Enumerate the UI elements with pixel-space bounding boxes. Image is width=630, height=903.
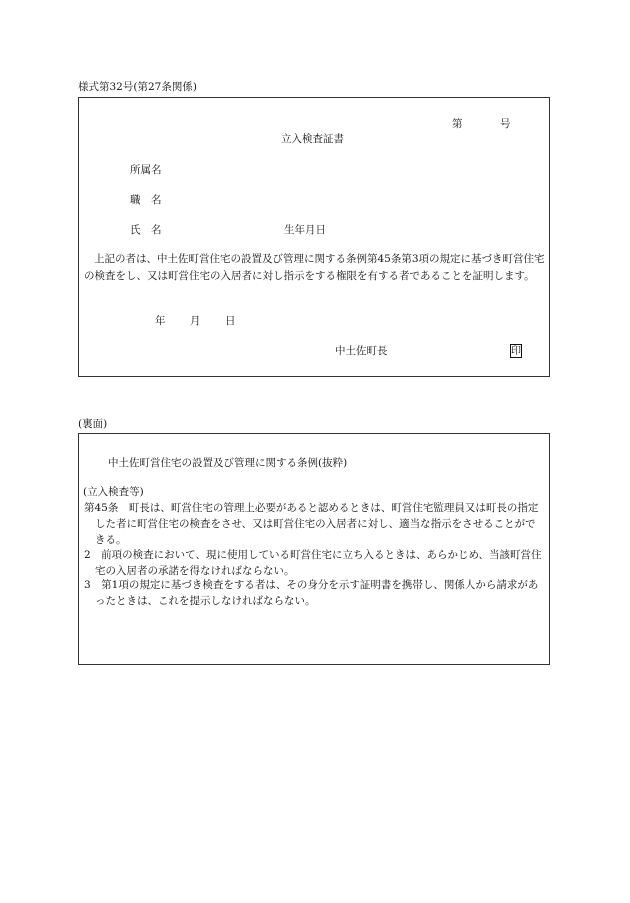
date-day-label: 日 — [225, 315, 236, 327]
section-heading-inspection: (立入検査等) — [83, 486, 144, 498]
ordinance-excerpt-title: 中土佐町営住宅の設置及び管理に関する条例(抜粋) — [108, 457, 348, 469]
date-year-label: 年 — [155, 315, 166, 327]
field-name-label: 氏 名 — [130, 224, 162, 236]
date-month-label: 月 — [190, 315, 201, 327]
certificate-title: 立入検査証書 — [281, 133, 344, 145]
form-number-label: 様式第32号(第27条関係) — [78, 81, 197, 93]
certification-statement: 上記の者は、中土佐町営住宅の設置及び管理に関する条例第45条第3項の規定に基づき町営住宅の検査をし、又は町営住宅の入居者に対し指示をする権限を有する者であることを証明します。 — [84, 253, 545, 282]
seal-mark: 印 — [511, 346, 521, 357]
reverse-side-label: (裏面) — [78, 418, 108, 430]
certificate-number-suffix: 号 — [500, 118, 511, 130]
certificate-number-prefix: 第 — [452, 118, 463, 130]
issuer-name: 中土佐町長 — [335, 345, 388, 357]
field-affiliation-label: 所属名 — [130, 164, 162, 176]
paragraph-2-text: 2 前項の検査において、現に使用している町営住宅に立ち入るときは、あらかじめ、当該町営住宅の入居者の承諾を得なければならない。 — [84, 549, 542, 577]
article-45-text: 第45条 町長は、町営住宅の管理上必要があると認めるときは、町営住宅監理員又は町長の指定した者に町営住宅の検査をさせ、又は町営住宅の入居者に対し、適当な指示をさせることができる。 — [84, 502, 539, 546]
field-position-label: 職 名 — [130, 194, 162, 206]
field-birthdate-label: 生年月日 — [284, 224, 326, 236]
paragraph-3-text: 3 第1項の規定に基づき検査をする者は、その身分を示す証明書を携帯し、関係人から請求があったときは、これを提示しなければならない。 — [84, 579, 539, 607]
